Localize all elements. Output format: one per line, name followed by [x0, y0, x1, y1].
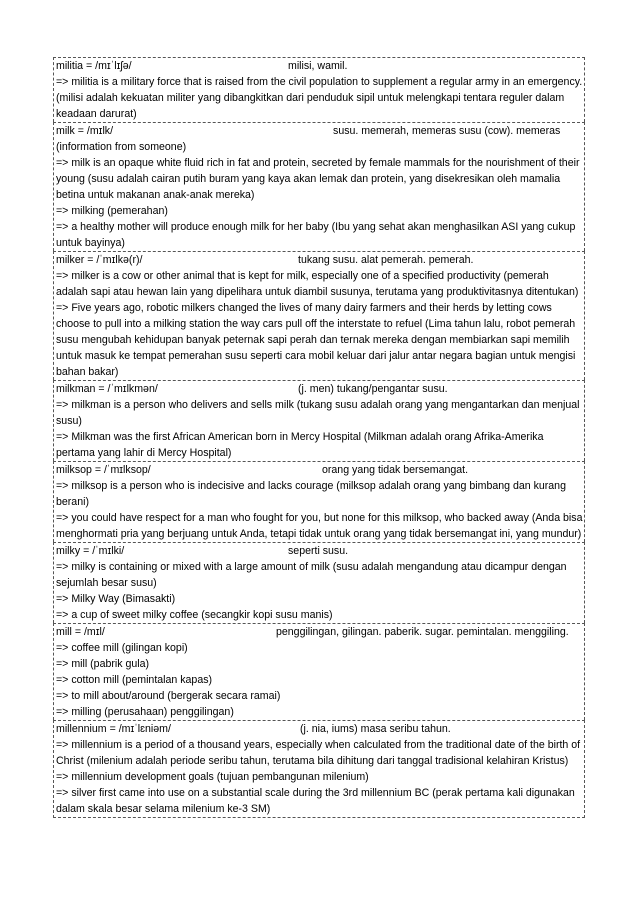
example-line: => a cup of sweet milky coffee (secangkir kopi susu manis)	[56, 609, 333, 621]
example-line: => silver first came into use on a substantial scale during the 3rd millennium BC (perak pertama kali digunakan dalam skala besar selama milenium ke-3 SM)	[56, 787, 575, 815]
definition-line: => milk is an opaque white fluid rich in fat and protein, secreted by female mammals for the nourishment of their young (susu adalah cairan putih buram yang kaya akan lemak dan protein, yang disekresikan oleh mamalia betina untuk makanan anak-anak mereka)	[56, 157, 580, 201]
translation: orang yang tidak bersemangat.	[322, 464, 469, 476]
entry-head	[56, 721, 583, 737]
entry-head	[56, 624, 583, 640]
headword: milksop = /ˈmɪlksop/	[56, 464, 151, 476]
translation: (j. men) tukang/pengantar susu.	[298, 383, 448, 395]
example-line: => cotton mill (pemintalan kapas)	[56, 674, 213, 686]
example-line: => a healthy mother will produce enough milk for her baby (Ibu yang sehat akan menghasilkan ASI yang cukup untuk bayinya)	[56, 221, 576, 249]
definition-line: => militia is a military force that is raised from the civil population to supplement a regular army in an emergency. (milisi adalah kekuatan militer yang dibangkitkan dari penduduk sipil untuk melengkapi tentara reguler dalam keadaan darurat)	[56, 76, 583, 120]
entry-militia	[53, 57, 585, 122]
example-line: => Milkman was the first African American born in Mercy Hospital (Milkman adalah orang Afrika-Amerika pertama yang lahir di Mercy Hospital)	[56, 431, 544, 459]
headword: milky = /ˈmɪlki/	[56, 545, 125, 557]
definition-line: => milker is a cow or other animal that is kept for milk, especially one of a specified productivity (pemerah adalah sapi atau hewan lain yang dipelihara untuk diambil susunya, terutama yang produktivitasnya ditentukan)	[56, 270, 579, 298]
translation: tukang susu. alat pemerah. pemerah.	[298, 254, 474, 266]
example-line: => millennium development goals (tujuan pembangunan milenium)	[56, 771, 369, 783]
example-line: => milling (perusahaan) penggilingan)	[56, 706, 234, 718]
dictionary-sheet	[53, 57, 585, 818]
example-line: => to mill about/around (bergerak secara ramai)	[56, 690, 281, 702]
example-line: => Five years ago, robotic milkers changed the lives of many dairy farmers and their herds by letting cows choose to pull into a milking station the way cars pull off the interstate to refuel (Lima tahun lalu, robot pemerah susu mengubah kehidupan banyak peternak sapi perah dan ternak mereka dengan membiarkan sapi memilih untuk masuk ke tempat pemerahan susu seperti cara mobil keluar dari jalur antar negara bagian untuk mengisi bahan bakar)	[56, 302, 576, 378]
entry-milk	[53, 122, 585, 251]
entry-mill	[53, 623, 585, 720]
example-line: => Milky Way (Bimasakti)	[56, 593, 176, 605]
translation: milisi, wamil.	[288, 60, 348, 72]
definition-line: => milkman is a person who delivers and sells milk (tukang susu adalah orang yang mengantarkan dan menjual susu)	[56, 399, 580, 427]
translation: penggilingan, gilingan. paberik. sugar. pemintalan. menggiling.	[276, 626, 569, 638]
translation: susu. memerah, memeras susu (cow). memeras (information from someone)	[56, 125, 561, 153]
entry-head	[56, 381, 583, 397]
example-line: => mill (pabrik gula)	[56, 658, 150, 670]
headword: milker = /ˈmɪlkə(r)/	[56, 254, 143, 266]
headword: milkman = /ˈmɪlkmən/	[56, 383, 158, 395]
entry-head	[56, 252, 583, 268]
entry-milkman	[53, 380, 585, 461]
entry-head	[56, 58, 583, 74]
entry-head	[56, 543, 583, 559]
example-line: => coffee mill (gilingan kopi)	[56, 642, 188, 654]
entry-milksop	[53, 461, 585, 542]
entry-head	[56, 462, 583, 478]
entry-milky	[53, 542, 585, 623]
example-line: => milking (pemerahan)	[56, 205, 168, 217]
headword: militia = /mɪˈlɪʃə/	[56, 60, 132, 72]
definition-line: => milky is containing or mixed with a large amount of milk (susu adalah mengandung atau dicampur dengan sejumlah besar susu)	[56, 561, 567, 589]
translation: seperti susu.	[288, 545, 349, 557]
entry-head	[56, 123, 583, 155]
definition-line: => milksop is a person who is indecisive and lacks courage (milksop adalah orang yang bimbang dan kurang berani)	[56, 480, 566, 508]
headword: mill = /mɪl/	[56, 626, 105, 638]
entry-millennium	[53, 720, 585, 818]
definition-line: => millennium is a period of a thousand years, especially when calculated from the traditional date of the birth of Christ (milenium adalah periode seribu tahun, terutama bila dihitung dari tanggal tradisional kelahiran Kristus)	[56, 739, 581, 767]
headword: millennium = /mɪˈlɛniəm/	[56, 723, 171, 735]
example-line: => you could have respect for a man who fought for you, but none for this milksop, who backed away (Anda bisa menghormati pria yang berjuang untuk Anda, tetapi tidak untuk orang yang tidak bersemangat ini, yang mundur)	[56, 512, 583, 540]
entry-milker	[53, 251, 585, 380]
headword: milk = /mɪlk/	[56, 125, 114, 137]
translation: (j. nia, iums) masa seribu tahun.	[300, 723, 451, 735]
